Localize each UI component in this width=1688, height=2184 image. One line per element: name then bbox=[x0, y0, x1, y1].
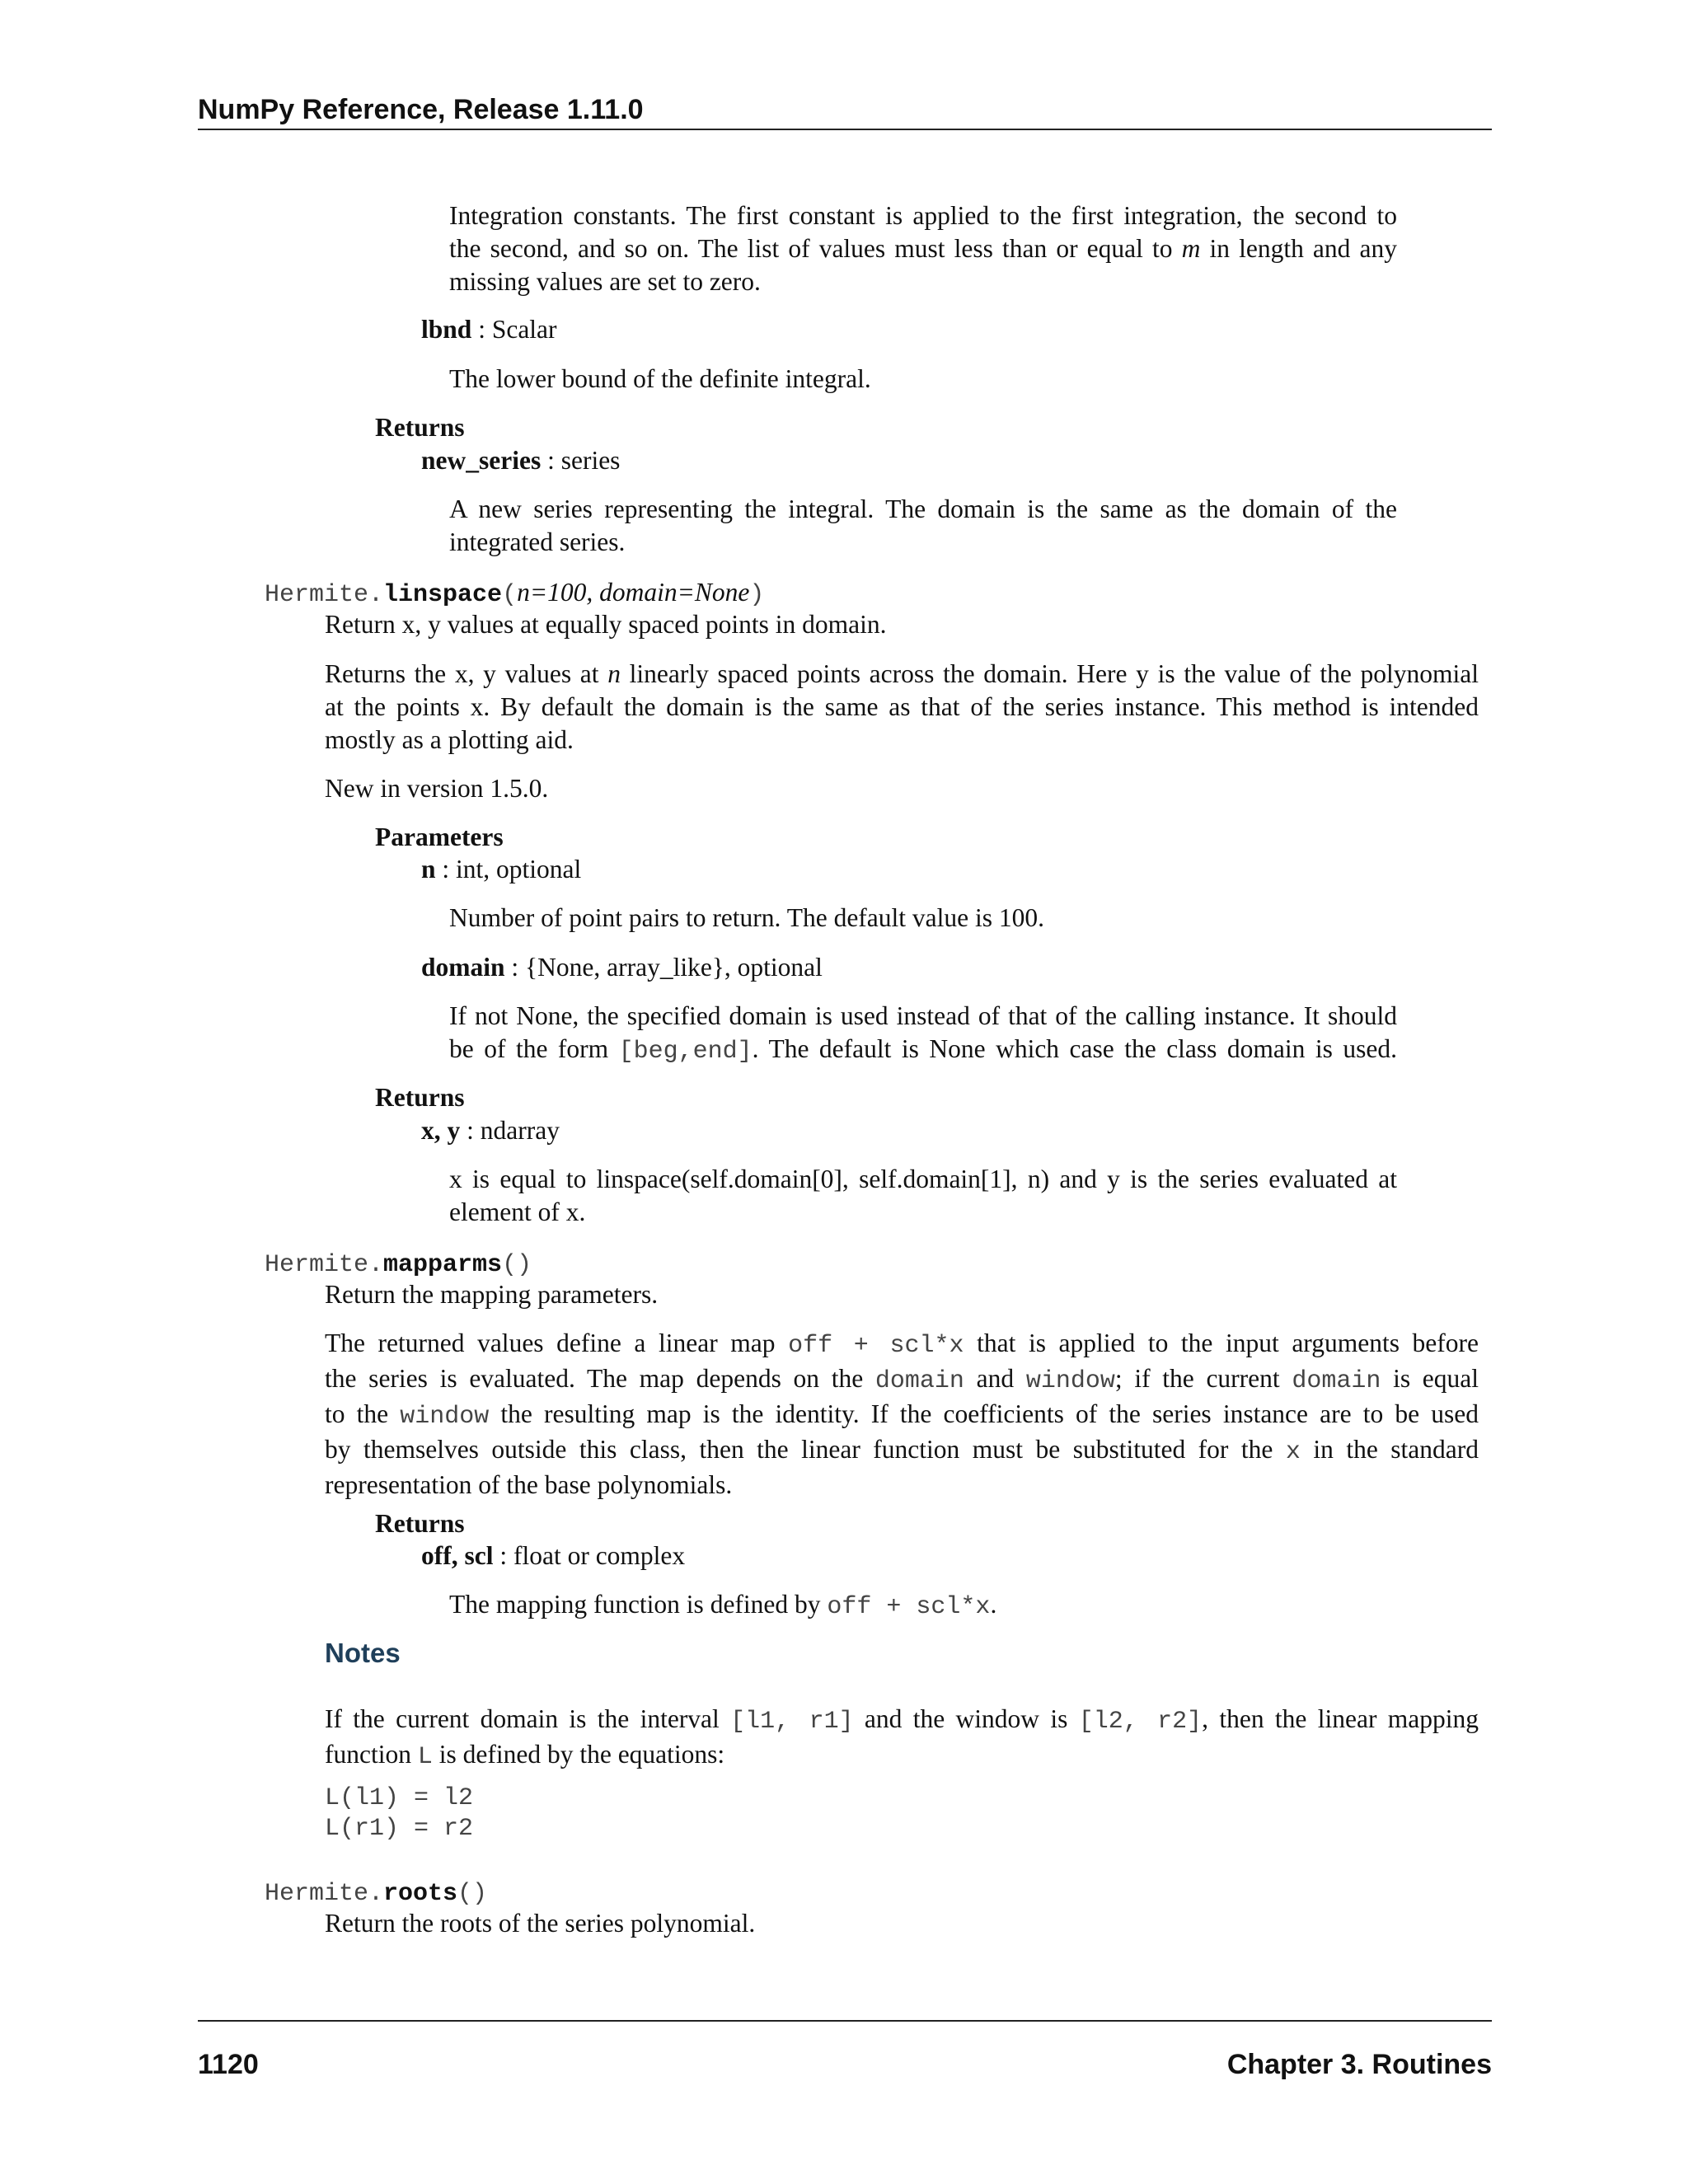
return-xy-description: x is equal to linspace(self.domain[0], self.domain[1], n) and y is the series evaluated at element of x. bbox=[449, 1165, 1397, 1226]
returns-label: Returns bbox=[375, 1083, 465, 1112]
linspace-description: Returns the x, y values at n linearly spaced points across the domain. Here y is the value of the polynomial at the points x. By default the domain is the same as that of the series instance. This method is intended mostly as a plotting aid. bbox=[325, 659, 1479, 754]
k-description bbox=[449, 199, 1397, 298]
code-block bbox=[325, 1783, 473, 1844]
param-lbnd-description: The lower bound of the definite integral. bbox=[449, 364, 871, 393]
param-domain-description: If not None, the specified domain is used instead of that of the calling instance. It should be of the form [beg,end]. The default is None which case the class domain is used. bbox=[449, 1001, 1398, 1066]
code-line: L(r1) = r2 bbox=[325, 1815, 474, 1843]
mapparms-description: The returned values define a linear map off + scl*x that is applied to the input arguments before the series is evaluated. The map depends on the domain and window; if the current domain is equal to the window the resulting map is the identity. If the coefficients of the series instance are to be used by themselves outside this class, then the linear function must be substituted for the x in the standard representation of the base polynomials. bbox=[325, 1329, 1479, 1499]
header-rule bbox=[198, 129, 1492, 130]
page-number: 1120 bbox=[198, 2049, 259, 2080]
param-lbnd: lbnd : Scalar bbox=[421, 315, 557, 344]
k-desc-line-3: missing values are set to zero. bbox=[449, 267, 761, 296]
return-xy: x, y : ndarray bbox=[421, 1116, 560, 1145]
running-header-title: NumPy Reference, Release 1.11.0 bbox=[198, 94, 644, 125]
return-new-series: new_series : series bbox=[421, 446, 621, 475]
param-domain: domain : {None, array_like}, optional bbox=[421, 953, 823, 982]
return-off-scl: off, scl : float or complex bbox=[421, 1541, 686, 1570]
method-name: mapparms bbox=[383, 1251, 503, 1279]
notes-text: If the current domain is the interval [l1, r1] and the window is [l2, r2], then the linear mapping function L is defined by the equations: bbox=[325, 1704, 1479, 1771]
returns-label: Returns bbox=[375, 413, 465, 442]
linspace-summary: Return x, y values at equally spaced points in domain. bbox=[325, 610, 887, 639]
footer-rule bbox=[198, 2020, 1492, 2022]
mapparms-signature: Hermite.mapparms() bbox=[265, 1251, 532, 1279]
param-name: lbnd bbox=[421, 315, 472, 344]
code-line: L(l1) = l2 bbox=[325, 1784, 474, 1812]
method-name: linspace bbox=[383, 581, 503, 609]
chapter-title: Chapter 3. Routines bbox=[1226, 2049, 1492, 2080]
param-n-description: Number of point pairs to return. The default value is 100. bbox=[449, 903, 1044, 932]
return-off-scl-description: The mapping function is defined by off + scl*x. bbox=[449, 1590, 997, 1621]
method-name: roots bbox=[383, 1880, 458, 1908]
parameters-label: Parameters bbox=[375, 823, 504, 851]
version-note: New in version 1.5.0. bbox=[325, 774, 549, 803]
mapparms-summary: Return the mapping parameters. bbox=[325, 1280, 659, 1309]
roots-signature: Hermite.roots() bbox=[265, 1880, 488, 1908]
notes-heading: Notes bbox=[325, 1638, 401, 1668]
k-desc-line-1: Integration constants. The first constant is applied to the first integration, the second to bbox=[449, 201, 1397, 230]
return-new-series-description: A new series representing the integral. The domain is the same as the domain of the integrated series. bbox=[449, 494, 1397, 556]
roots-summary: Return the roots of the series polynomial. bbox=[325, 1909, 756, 1938]
linspace-signature: Hermite.linspace(n=100, domain=None) bbox=[265, 578, 765, 609]
returns-label: Returns bbox=[375, 1509, 465, 1538]
k-desc-line-2: the second, and so on. The list of values must less than or equal to m in length and any bbox=[449, 234, 1397, 263]
param-n: n : int, optional bbox=[421, 855, 582, 883]
